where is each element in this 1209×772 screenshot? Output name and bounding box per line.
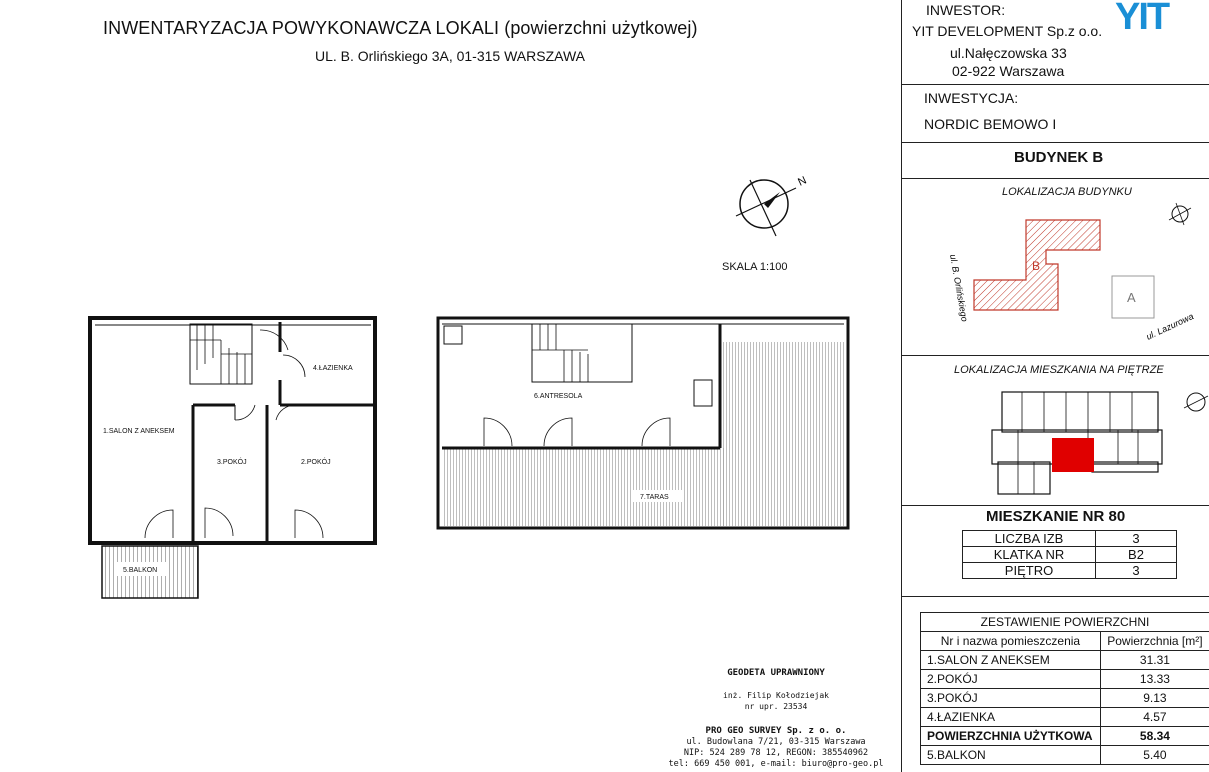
room-label-2: 2.POKÓJ xyxy=(301,459,331,466)
building-site-map xyxy=(912,200,1209,350)
table-row: KLATKA NR B2 xyxy=(963,547,1177,563)
table-row: LICZBA IZB 3 xyxy=(963,531,1177,547)
investor-name: YIT DEVELOPMENT Sp.z o.o. xyxy=(912,23,1103,39)
north-compass-icon xyxy=(728,172,818,242)
company-logo: YIT xyxy=(1115,0,1169,38)
room-label-5: 5.BALKON xyxy=(123,567,158,574)
street-label-orlinskiego: ul. B. Orlińskiego xyxy=(948,253,970,323)
apartment-title: MIESZKANIE NR 80 xyxy=(986,508,1126,525)
investment-label: INWESTYCJA: xyxy=(924,90,1019,106)
floor-plan-level-1 xyxy=(85,310,385,605)
surveyor-ids: NIP: 524 289 78 12, REGON: 385540962 xyxy=(683,748,869,758)
surveyor-contact: tel: 669 450 001, e-mail: biuro@pro-geo.pl xyxy=(668,759,884,769)
surveyor-title: GEODETA UPRAWNIONY xyxy=(727,668,825,678)
table-row: 2.POKÓJ 13.33 xyxy=(921,670,1209,689)
document-title: INWENTARYZACJA POWYKONAWCZA LOKALI (powierzchni użytkowej) xyxy=(103,18,698,38)
building-mark-a: A xyxy=(1127,290,1136,305)
north-label: N xyxy=(796,174,809,189)
floor-plan-level-2 xyxy=(432,310,852,535)
building-location-label: LOKALIZACJA BUDYNKU xyxy=(1002,186,1132,198)
title-block xyxy=(901,0,1209,772)
compass-small-icon xyxy=(1169,203,1191,225)
room-label-1: 1.SALON Z ANEKSEM xyxy=(103,428,175,435)
table-row: 4.ŁAZIENKA 4.57 xyxy=(921,708,1209,727)
table-row: 5.BALKON 5.40 xyxy=(921,746,1209,765)
surveyor-license: nr upr. 23534 xyxy=(744,702,808,711)
document-address: UL. B. Orlińskiego 3A, 01-315 WARSZAWA xyxy=(315,48,585,64)
areas-col-name: Nr i nazwa pomieszczenia xyxy=(921,632,1101,651)
room-label-6: 6.ANTRESOLA xyxy=(534,393,583,400)
surveyor-name: inż. Filip Kołodziejak xyxy=(723,691,829,700)
table-row: PIĘTRO 3 xyxy=(963,563,1177,579)
table-row: 1.SALON Z ANEKSEM 31.31 xyxy=(921,651,1209,670)
table-row-total: POWIERZCHNIA UŻYTKOWA 58.34 xyxy=(921,727,1209,746)
floor-location-map xyxy=(988,382,1209,502)
areas-col-area: Powierzchnia [m²] xyxy=(1100,632,1209,651)
surveyor-company: PRO GEO SURVEY Sp. z o. o. xyxy=(705,726,847,736)
surveyor-company-address: ul. Budowlana 7/21, 03-315 Warszawa xyxy=(686,737,866,747)
room-label-3: 3.POKÓJ xyxy=(217,459,247,466)
street-label-lazurowa: ul. Lazurowa xyxy=(1144,311,1196,342)
apartment-info-table xyxy=(962,530,1177,579)
table-row: 3.POKÓJ 9.13 xyxy=(921,689,1209,708)
investor-city: 02-922 Warszawa xyxy=(952,63,1065,79)
investor-label: INWESTOR: xyxy=(926,2,1006,18)
room-label-7: 7.TARAS xyxy=(640,494,669,501)
areas-title: ZESTAWIENIE POWIERZCHNI xyxy=(921,613,1209,632)
building-mark-b: B xyxy=(1032,259,1041,273)
areas-table xyxy=(920,612,1209,765)
scale-label: SKALA 1:100 xyxy=(722,261,788,273)
building-title: BUDYNEK B xyxy=(1014,149,1104,166)
floor-location-label: LOKALIZACJA MIESZKANIA NA PIĘTRZE xyxy=(954,364,1164,376)
investor-street: ul.Nałęczowska 33 xyxy=(950,45,1067,61)
room-label-4: 4.ŁAZIENKA xyxy=(313,365,353,372)
investment-name: NORDIC BEMOWO I xyxy=(924,116,1057,132)
